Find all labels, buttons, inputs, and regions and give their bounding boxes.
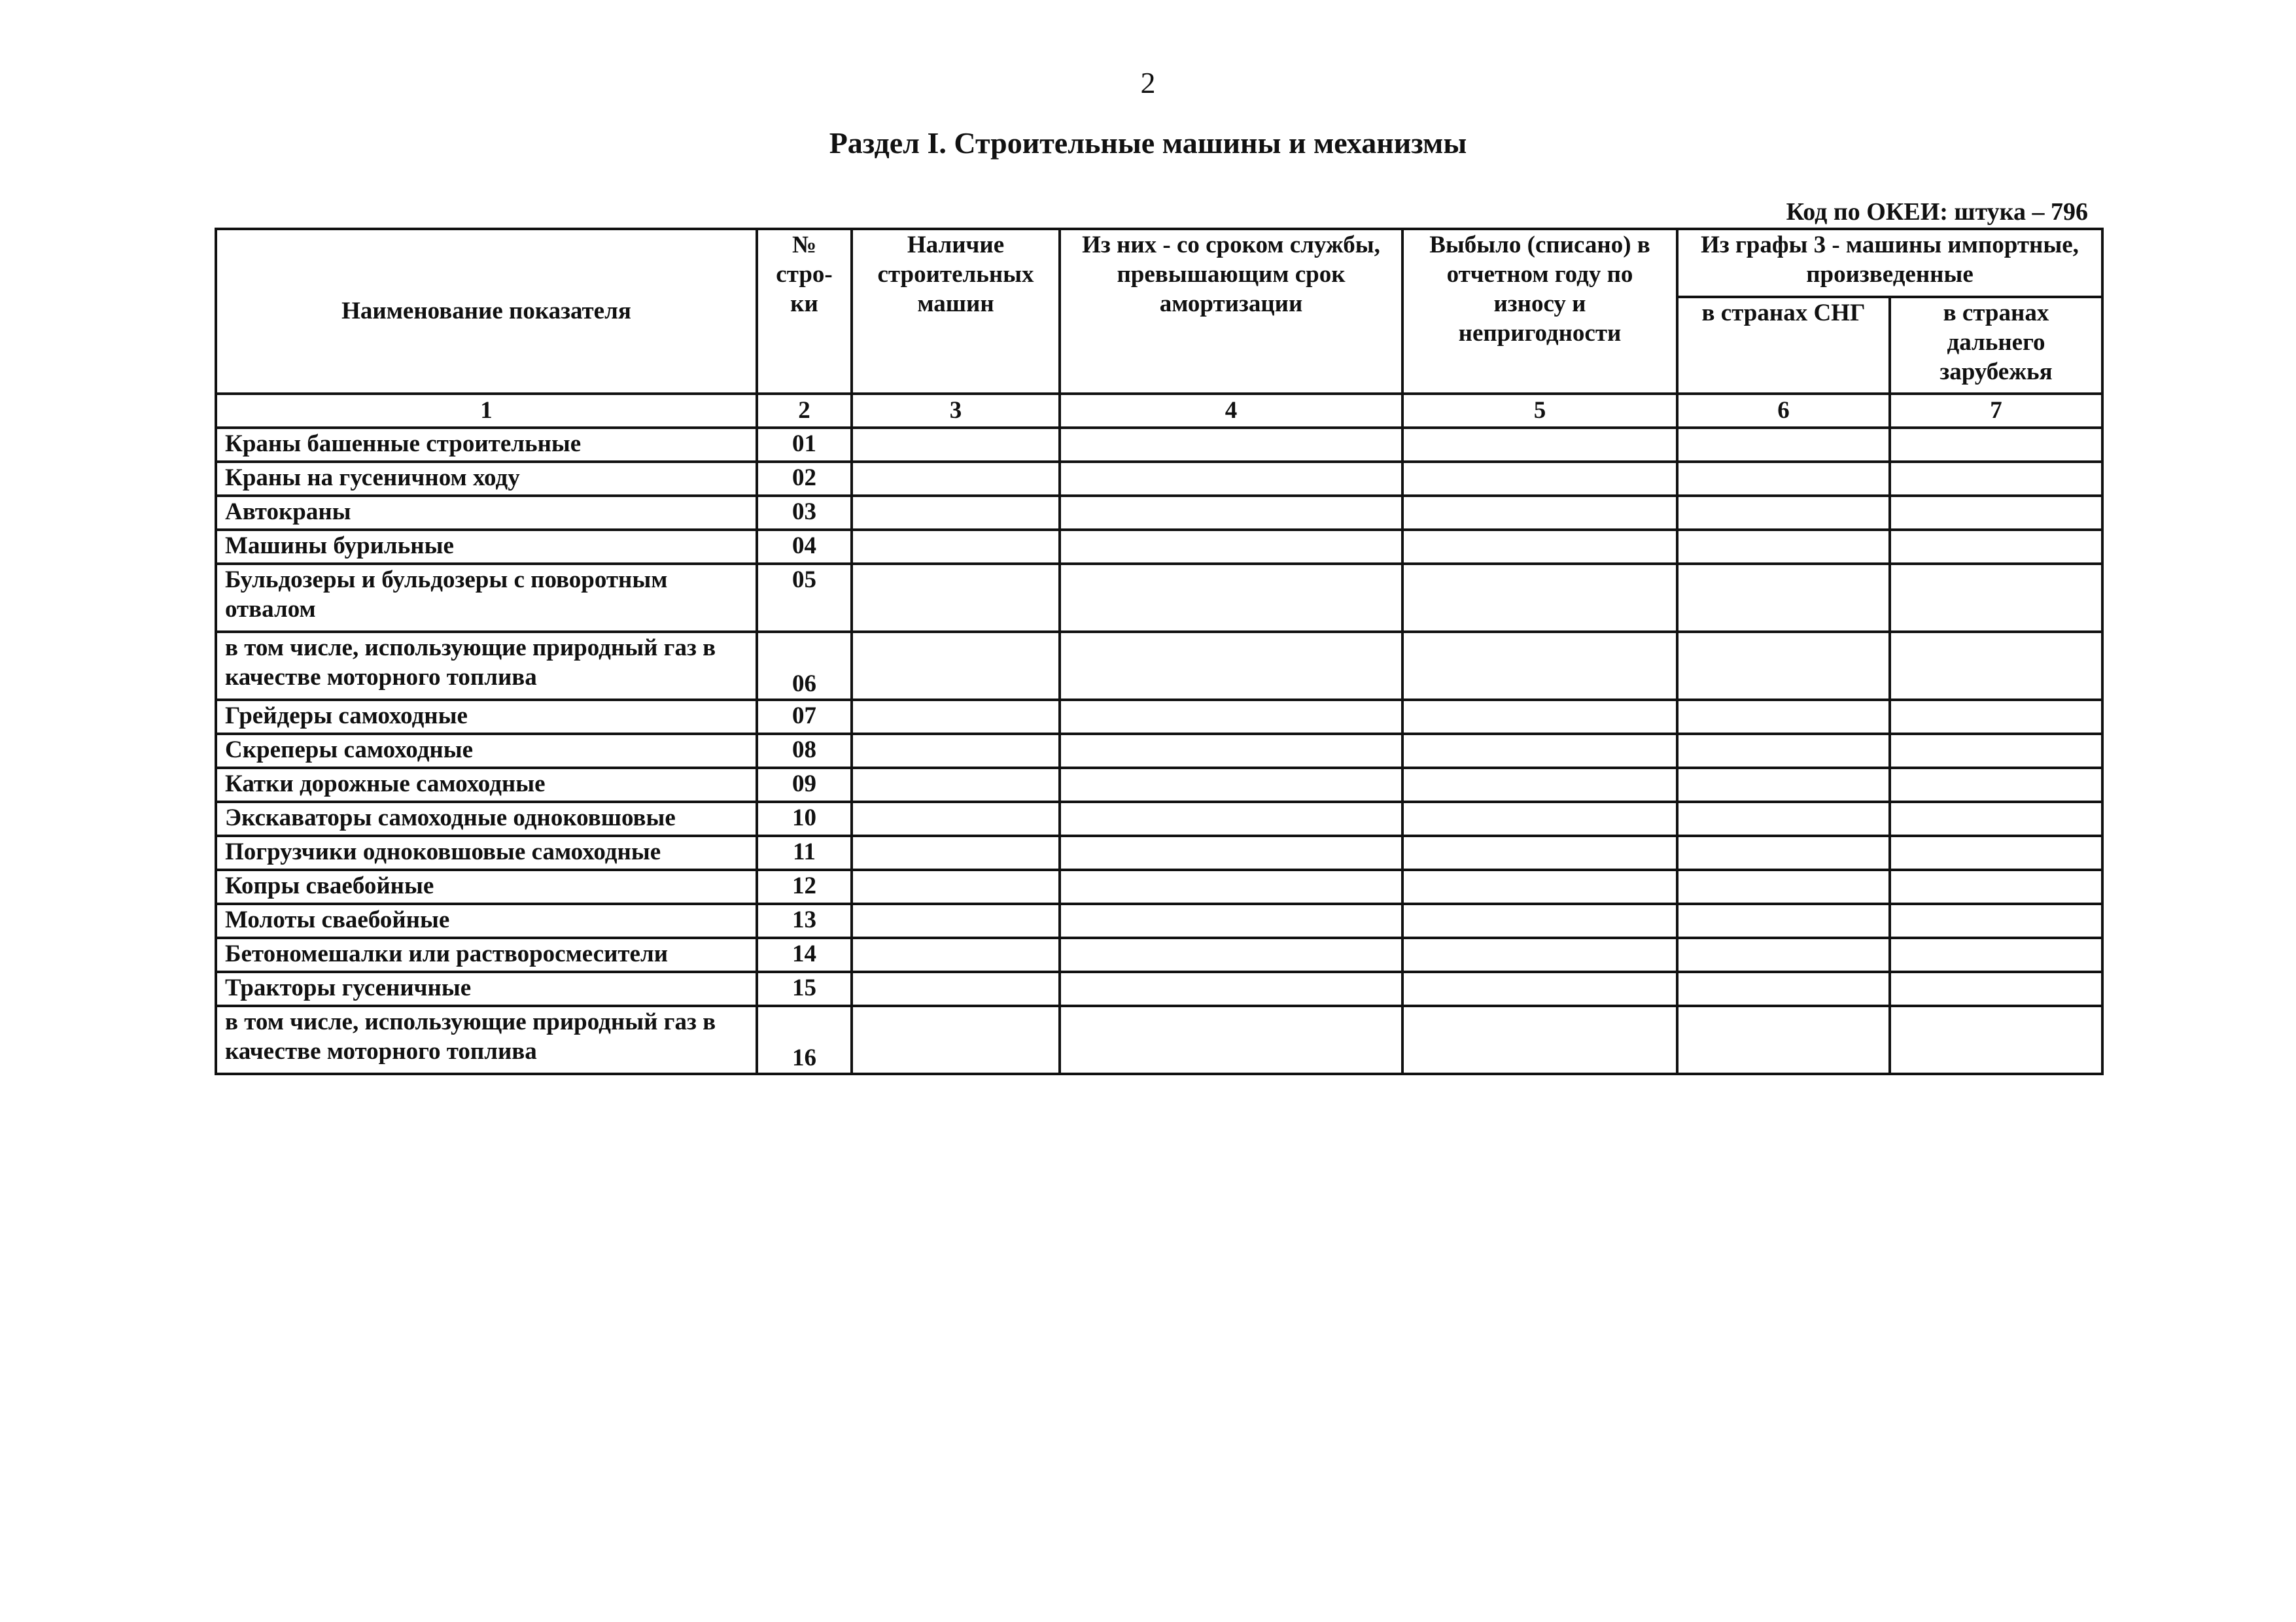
row-code: 15 — [757, 972, 852, 1006]
row-name: Грейдеры самоходные — [216, 700, 757, 734]
value-cell[interactable] — [1402, 904, 1677, 938]
value-cell[interactable] — [1677, 564, 1890, 632]
value-cell[interactable] — [1677, 836, 1890, 870]
value-cell[interactable] — [1677, 462, 1890, 496]
table-row — [216, 564, 2102, 632]
value-cell[interactable] — [1677, 428, 1890, 462]
column-number: 5 — [1402, 394, 1677, 428]
value-cell[interactable] — [1402, 462, 1677, 496]
row-code: 16 — [757, 1006, 852, 1074]
value-cell[interactable] — [1890, 496, 2102, 530]
row-code: 12 — [757, 870, 852, 904]
row-code: 13 — [757, 904, 852, 938]
value-cell[interactable] — [1402, 972, 1677, 1006]
value-cell[interactable] — [852, 938, 1060, 972]
value-cell[interactable] — [1402, 802, 1677, 836]
value-cell[interactable] — [1402, 632, 1677, 700]
header-indicator-name: Наименование показателя — [216, 229, 757, 394]
row-code: 10 — [757, 802, 852, 836]
value-cell[interactable] — [1060, 870, 1402, 904]
value-cell[interactable] — [1060, 632, 1402, 700]
value-cell[interactable] — [1677, 1006, 1890, 1074]
value-cell[interactable] — [1890, 768, 2102, 802]
value-cell[interactable] — [852, 564, 1060, 632]
column-number: 7 — [1890, 394, 2102, 428]
value-cell[interactable] — [852, 836, 1060, 870]
value-cell[interactable] — [852, 428, 1060, 462]
value-cell[interactable] — [852, 734, 1060, 768]
value-cell[interactable] — [852, 870, 1060, 904]
table-row — [216, 904, 2102, 938]
value-cell[interactable] — [1060, 836, 1402, 870]
value-cell[interactable] — [1060, 904, 1402, 938]
table-row — [216, 700, 2102, 734]
column-number: 6 — [1677, 394, 1890, 428]
value-cell[interactable] — [1060, 700, 1402, 734]
table-row — [216, 802, 2102, 836]
table-row — [216, 938, 2102, 972]
table-row — [216, 462, 2102, 496]
table-row — [216, 428, 2102, 462]
row-name: Молоты сваебойные — [216, 904, 757, 938]
value-cell[interactable] — [852, 1006, 1060, 1074]
row-code: 01 — [757, 428, 852, 462]
value-cell[interactable] — [1060, 564, 1402, 632]
value-cell[interactable] — [1677, 904, 1890, 938]
row-name: Скреперы самоходные — [216, 734, 757, 768]
value-cell[interactable] — [1890, 870, 2102, 904]
header-available-machines: Наличие строительных машин — [852, 229, 1060, 394]
column-number: 2 — [757, 394, 852, 428]
row-code: 14 — [757, 938, 852, 972]
row-name: Автокраны — [216, 496, 757, 530]
value-cell[interactable] — [852, 530, 1060, 564]
value-cell[interactable] — [1060, 462, 1402, 496]
row-name: Погрузчики одноковшовые самоходные — [216, 836, 757, 870]
value-cell[interactable] — [1677, 870, 1890, 904]
row-name: Машины бурильные — [216, 530, 757, 564]
value-cell[interactable] — [1402, 428, 1677, 462]
value-cell[interactable] — [1890, 1006, 2102, 1074]
value-cell[interactable] — [1060, 496, 1402, 530]
value-cell[interactable] — [1402, 870, 1677, 904]
row-code: 08 — [757, 734, 852, 768]
value-cell[interactable] — [1890, 700, 2102, 734]
value-cell[interactable] — [1890, 734, 2102, 768]
row-name: в том числе, использующие природный газ в качестве моторного топлива — [216, 1006, 757, 1074]
value-cell[interactable] — [1890, 972, 2102, 1006]
value-cell[interactable] — [852, 802, 1060, 836]
value-cell[interactable] — [1890, 904, 2102, 938]
table-row — [216, 870, 2102, 904]
machines-table — [215, 228, 2104, 1075]
value-cell[interactable] — [1060, 530, 1402, 564]
header-imported-group: Из графы 3 - машины импортные, произведенные — [1677, 229, 2102, 297]
header-over-service-life: Из них - со сроком службы, превышающим срок амортизации — [1060, 229, 1402, 394]
table-row — [216, 632, 2102, 700]
table-row — [216, 1006, 2102, 1074]
value-cell[interactable] — [1890, 836, 2102, 870]
value-cell[interactable] — [1402, 564, 1677, 632]
header-row-number: № стро-ки — [757, 229, 852, 394]
value-cell[interactable] — [1060, 802, 1402, 836]
row-name: Краны башенные строительные — [216, 428, 757, 462]
row-name: Бетономешалки или растворосмесители — [216, 938, 757, 972]
table-row — [216, 972, 2102, 1006]
value-cell[interactable] — [1402, 496, 1677, 530]
value-cell[interactable] — [1402, 768, 1677, 802]
row-name: Копры сваебойные — [216, 870, 757, 904]
row-code: 05 — [757, 564, 852, 632]
value-cell[interactable] — [852, 700, 1060, 734]
row-name: Катки дорожные самоходные — [216, 768, 757, 802]
value-cell[interactable] — [1060, 972, 1402, 1006]
column-number: 1 — [216, 394, 757, 428]
value-cell[interactable] — [1677, 530, 1890, 564]
value-cell[interactable] — [852, 972, 1060, 1006]
row-name: в том числе, использующие природный газ в качестве моторного топлива — [216, 632, 757, 700]
value-cell[interactable] — [1677, 496, 1890, 530]
value-cell[interactable] — [1060, 1006, 1402, 1074]
row-code: 07 — [757, 700, 852, 734]
value-cell[interactable] — [1060, 768, 1402, 802]
value-cell[interactable] — [852, 768, 1060, 802]
row-name: Краны на гусеничном ходу — [216, 462, 757, 496]
value-cell[interactable] — [1402, 1006, 1677, 1074]
value-cell[interactable] — [1890, 632, 2102, 700]
value-cell[interactable] — [1677, 734, 1890, 768]
row-code: 04 — [757, 530, 852, 564]
value-cell[interactable] — [1060, 428, 1402, 462]
page-number: 2 — [1140, 66, 1156, 99]
value-cell[interactable] — [1677, 632, 1890, 700]
row-code: 09 — [757, 768, 852, 802]
value-cell[interactable] — [1677, 700, 1890, 734]
column-number: 3 — [852, 394, 1060, 428]
header-cis-countries: в странах СНГ — [1677, 297, 1890, 394]
value-cell[interactable] — [1677, 972, 1890, 1006]
row-code: 03 — [757, 496, 852, 530]
value-cell[interactable] — [1402, 734, 1677, 768]
value-cell[interactable] — [1890, 802, 2102, 836]
table-row — [216, 836, 2102, 870]
value-cell[interactable] — [1060, 734, 1402, 768]
value-cell[interactable] — [1402, 700, 1677, 734]
header-retired: Выбыло (списано) в отчетном году по износу и непригодности — [1402, 229, 1677, 394]
value-cell[interactable] — [1677, 768, 1890, 802]
row-name: Тракторы гусеничные — [216, 972, 757, 1006]
table-row — [216, 496, 2102, 530]
value-cell[interactable] — [1890, 938, 2102, 972]
value-cell[interactable] — [1890, 530, 2102, 564]
value-cell[interactable] — [1890, 462, 2102, 496]
row-code: 02 — [757, 462, 852, 496]
value-cell[interactable] — [1890, 564, 2102, 632]
value-cell[interactable] — [852, 496, 1060, 530]
table-row — [216, 734, 2102, 768]
section-title: Раздел I. Строительные машины и механизмы — [829, 126, 1467, 160]
value-cell[interactable] — [1060, 938, 1402, 972]
row-name: Экскаваторы самоходные одноковшовые — [216, 802, 757, 836]
value-cell[interactable] — [1677, 802, 1890, 836]
table-row — [216, 768, 2102, 802]
value-cell[interactable] — [1402, 530, 1677, 564]
value-cell[interactable] — [852, 904, 1060, 938]
value-cell[interactable] — [1890, 428, 2102, 462]
header-far-abroad: в странах дальнего зарубежья — [1890, 297, 2102, 394]
value-cell[interactable] — [1677, 938, 1890, 972]
okei-code: Код по ОКЕИ: штука – 796 — [1786, 198, 2088, 226]
row-code: 06 — [757, 632, 852, 700]
row-code: 11 — [757, 836, 852, 870]
value-cell[interactable] — [852, 462, 1060, 496]
row-name: Бульдозеры и бульдозеры с поворотным отвалом — [216, 564, 757, 632]
value-cell[interactable] — [852, 632, 1060, 700]
value-cell[interactable] — [1402, 836, 1677, 870]
table-row — [216, 530, 2102, 564]
column-number: 4 — [1060, 394, 1402, 428]
value-cell[interactable] — [1402, 938, 1677, 972]
